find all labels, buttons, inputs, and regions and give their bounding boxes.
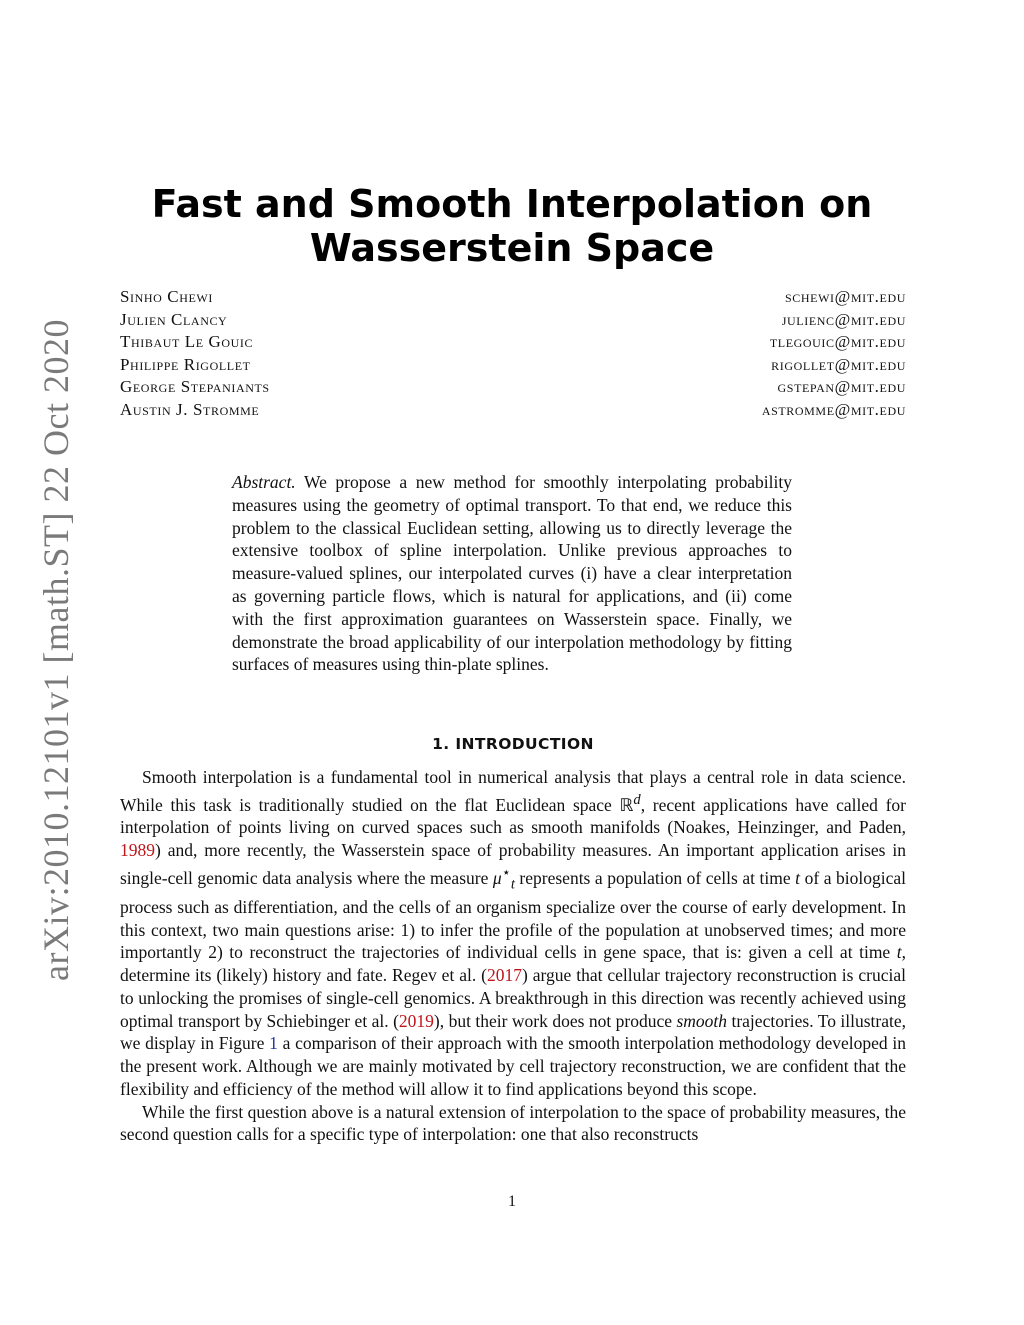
- abstract-label: Abstract.: [232, 472, 296, 492]
- author-email: julienc@mit.edu: [781, 309, 906, 329]
- introduction-paragraph-2: While the first question above is a natural extension of interpolation to the space of probability measures, the second question calls for a specific type of interpolation: one that also reconstructs: [120, 1101, 906, 1145]
- measure-symbol: μ: [492, 867, 502, 888]
- intro-text: ) and, more recently, the Wasserstein space of probability measures. An important application arises in single-cell genomic data analysis where the measure: [120, 840, 906, 888]
- intro-text: , determine its (likely) history and fate. Regev et al. (: [120, 942, 906, 986]
- author-row: [120, 376, 906, 399]
- paper-title: [120, 182, 904, 270]
- introduction-paragraph-1: [120, 766, 906, 1101]
- intro-text: ), but their work does not produce: [433, 1010, 677, 1031]
- paper-title-line-2: Wasserstein Space: [309, 226, 715, 270]
- author-list: [120, 286, 906, 422]
- author-name: Sinho Chewi: [120, 287, 213, 306]
- abstract-text: We propose a new method for smoothly interpolating probability measures using the geometry of optimal transport. To that end, we reduce this problem to the classical Euclidean setting, allowing us to directly leverage the extensive toolbox of spline interpolation. Unlike previous approaches to measure-valued splines, our interpolated curves (i) have a clear interpretation as governing particle flows, which is natural for applications, and (ii) come with the first approximation guarantees on Wasserstein space. Finally, we demonstrate the broad applicability of our interpolation methodology by fitting surfaces of measures using thin-plate splines.: [232, 472, 792, 675]
- author-name: Thibaut Le Gouic: [120, 332, 254, 352]
- citation-link-noakes-1989[interactable]: 1989: [120, 840, 155, 861]
- intro-text: ) argue that cellular trajectory reconstruction is crucial to unlocking the promises of single-cell genomics. A breakthrough in this direction was recently achieved using optimal transport by Schiebinger et al. (: [120, 965, 906, 1031]
- dimension-superscript: d: [633, 791, 641, 808]
- introduction-body: [120, 766, 906, 1146]
- abstract: [232, 471, 792, 676]
- citation-link-schiebinger-2019[interactable]: 2019: [398, 1010, 434, 1031]
- author-row: [120, 286, 906, 309]
- paper-title-line-1: Fast and Smooth Interpolation on: [151, 182, 873, 226]
- figure-reference-link[interactable]: 1: [269, 1033, 278, 1054]
- intro-text: Smooth interpolation is a fundamental tool in numerical analysis that plays a central role in data science. While this task is traditionally studied on the flat Euclidean space: [120, 767, 906, 815]
- author-email: schewi@mit.edu: [785, 287, 906, 306]
- author-name: Julien Clancy: [120, 309, 228, 329]
- author-row: [120, 399, 906, 422]
- intro-text: represents a population of cells at time: [514, 867, 796, 888]
- arxiv-identifier-stamp: arXiv:2010.12101v1 [math.ST] 22 Oct 2020: [36, 319, 76, 981]
- author-email: astromme@mit.edu: [761, 399, 906, 419]
- intro-text: , recent applications have called for interpolation of points living on curved spaces such as smooth manifolds (Noakes, Heinzinger, and Paden,: [120, 794, 906, 838]
- citation-link-regev-2017[interactable]: 2017: [487, 965, 522, 986]
- real-space-symbol: ℝ: [619, 794, 634, 815]
- author-email: rigollet@mit.edu: [771, 354, 906, 374]
- author-name: Austin J. Stromme: [120, 399, 260, 419]
- intro-text: trajectories. To illustrate, we display in Figure: [120, 1010, 906, 1054]
- measure-subscript: t: [510, 876, 515, 893]
- section-heading-introduction: 1. INTRODUCTION: [432, 735, 594, 753]
- author-name: George Stepaniants: [120, 377, 270, 397]
- measure-superscript: ⋆: [501, 864, 511, 881]
- intro-text: of a biological process such as differentiation, and the cells of an organism specialize over the course of early development. In this context, two main questions arise: 1) to infer the profile of the population at unobserved times; and more importantly 2) to reconstruct the trajectories of individual cells in gene space, that is: given a cell at time: [120, 867, 906, 963]
- author-name: Philippe Rigollet: [120, 354, 251, 374]
- author-email: gstepan@mit.edu: [777, 377, 906, 397]
- author-email: tlegouic@mit.edu: [769, 332, 906, 352]
- author-row: [120, 309, 906, 332]
- emphasized-word: smooth: [676, 1010, 728, 1031]
- author-row: [120, 354, 906, 377]
- time-variable: t: [795, 867, 801, 888]
- time-variable: t: [896, 942, 902, 963]
- intro-text: a comparison of their approach with the smooth interpolation methodology developed in the present work. Although we are mainly motivated by cell trajectory reconstruction, we are confident that the flexibility and efficiency of the method will allow it to find applications beyond this scope.: [120, 1033, 906, 1099]
- page-number: 1: [508, 1193, 516, 1210]
- author-row: [120, 331, 906, 354]
